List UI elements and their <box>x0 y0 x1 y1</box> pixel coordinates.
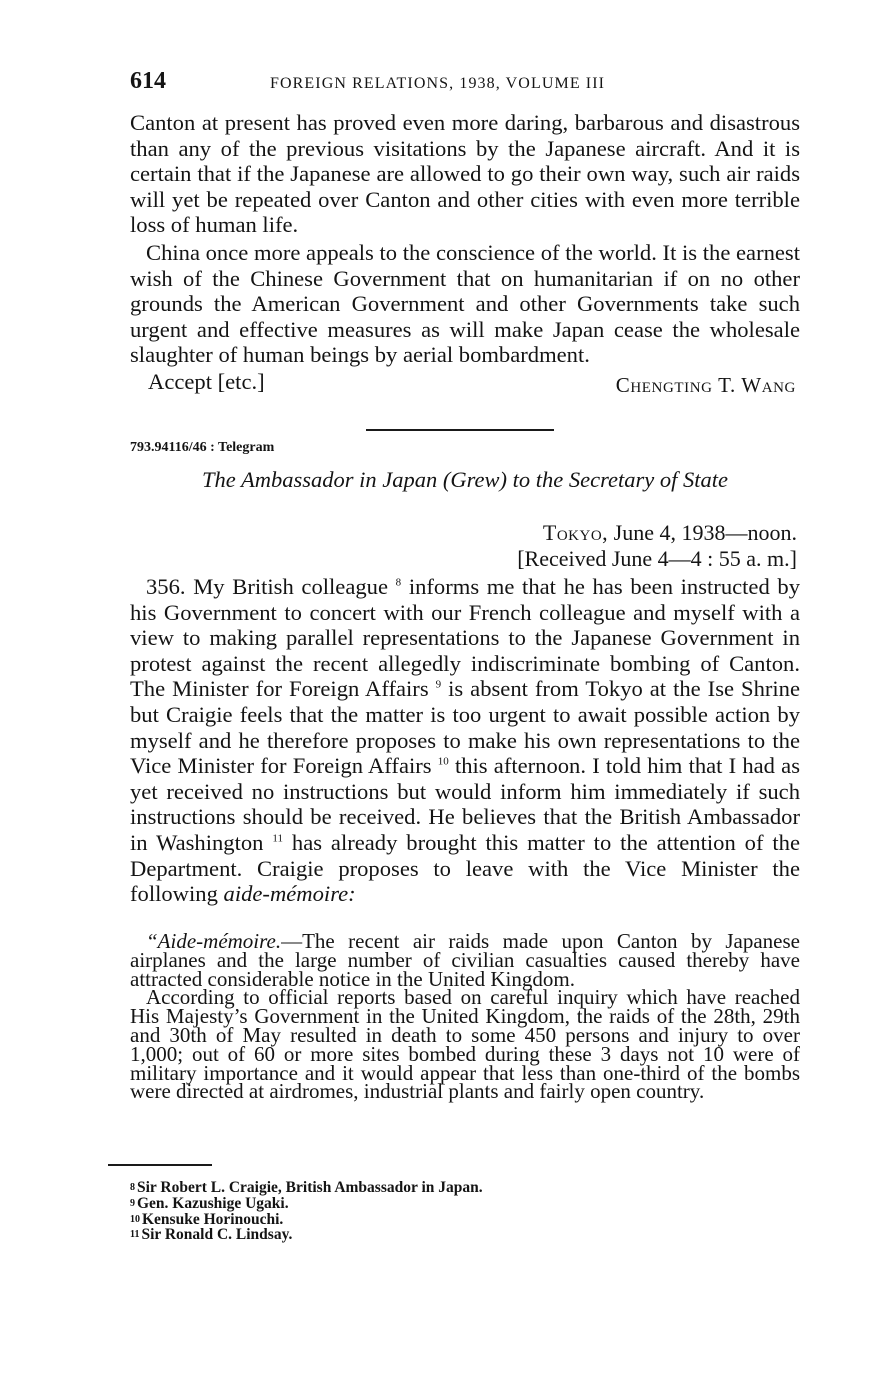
letter-closing: Accept [etc.] <box>148 369 265 394</box>
footnote-ref-10: 10 <box>437 755 449 768</box>
footnote-11 <box>130 1227 483 1243</box>
letter-signature: Chengting T. Wang <box>615 373 796 397</box>
footnote-mark: 11 <box>130 1229 140 1241</box>
footnote-divider <box>108 1164 212 1166</box>
letter-closing-row <box>148 369 796 395</box>
footnote-text: Kensuke Horinouchi. <box>142 1210 284 1228</box>
footnote-ref-9: 9 <box>435 678 442 691</box>
document-title: The Ambassador in Japan (Grew) to the Secretary of State <box>202 467 728 492</box>
footnote-text: Sir Ronald C. Lindsay. <box>141 1226 293 1244</box>
aide-memoire-para-1-text: —The recent air raids made upon Canton by Japanese airplanes and the large number of civilian casualties caused thereby have attracted considerable notice in the United Kingdom. <box>130 929 800 991</box>
dateline-received: [Received June 4—4 : 55 a. m.] <box>517 546 797 571</box>
telegram-seg-3: is absent from Tokyo at the Ise Shrine but Craigie feels that the matter is too urgent to await possible action by myself and he therefore proposes to make his own representations to the Vice Minister for Foreign Affairs <box>130 676 800 779</box>
letter-paragraph-1 <box>130 110 800 238</box>
running-title: FOREIGN RELATIONS, 1938, VOLUME III <box>270 75 606 92</box>
aide-memoire-term: aide-mémoire: <box>223 881 356 907</box>
letter-paragraph-2-text: China once more appeals to the conscience of the world. It is the earnest wish of the Chinese Government that on humanitarian if on no other grounds the American Government and other Governments take such urgent and effective measures as will make Japan cease the wholesale slaughter of human beings by aerial bombardment. <box>130 240 800 368</box>
dateline-sent <box>517 520 797 546</box>
footnote-mark: 10 <box>130 1213 140 1225</box>
aide-memoire-paragraph-1 <box>130 929 800 991</box>
footnote-ref-8: 8 <box>395 576 402 589</box>
footnotes <box>130 1180 483 1243</box>
letter-paragraph-2 <box>130 240 800 368</box>
footnote-9 <box>130 1196 483 1212</box>
page-number: 614 <box>130 68 166 94</box>
telegram-paragraph <box>130 574 800 907</box>
footnote-mark: 8 <box>130 1182 135 1193</box>
dateline-date: June 4, 1938—noon. <box>613 520 797 545</box>
footnote-10 <box>130 1212 483 1228</box>
section-divider <box>366 429 554 431</box>
page-header <box>130 66 800 96</box>
telegram-seg-1: 356. My British colleague <box>146 574 388 599</box>
letter-paragraph-1-text: Canton at present has proved even more daring, barbarous and disastrous than any of the previous visitations by the Japanese aircraft. And it is certain that if the Japanese are allowed to go their own way, such air raids will yet be repeated over Canton and other cities with even more terrible loss of human life. <box>130 110 800 238</box>
telegram-seg-5: has already brought this matter to the attention of the Department. Craigie proposes to leave with the Vice Minister the following <box>130 829 800 907</box>
footnote-text: Gen. Kazushige Ugaki. <box>137 1194 289 1212</box>
aide-memoire-paragraph-2: According to official reports based on careful inquiry which have reached His Majesty’s Government in the United Kingdom, the raids of the 28th, 29th and 30th of May resulted in death to some 450 persons and injury to over 1,000; out of 60 or more sites bombed during these 3 days not 10 were of military importance and it would appear that less than one-third of the bombs were directed at airdromes, industrial plants and fairly open country. <box>130 985 800 1104</box>
dateline <box>517 520 797 572</box>
telegram-body <box>130 574 800 907</box>
footnote-mark: 9 <box>130 1197 135 1209</box>
footnote-text: Sir Robert L. Craigie, British Ambassador in Japan. <box>137 1179 483 1196</box>
aide-memoire-block <box>130 929 800 1104</box>
footnote-8 <box>130 1180 483 1196</box>
footnote-ref-11: 11 <box>272 832 283 845</box>
telegram-seg-2: informs me that he has been instructed by his Government to concert with our French colleague and myself with a view to making parallel representations to the Japanese Government in protest against the recent allegedly indiscriminate bombing of Canton. The Minister for Foreign Affairs <box>130 574 800 702</box>
telegram-seg-4: this afternoon. I told him that I had as yet received no instructions but would inform him immediately if such instructions should be received. He believes that the British Ambassador in Washington <box>130 753 800 855</box>
dateline-place: Tokyo, <box>542 520 609 545</box>
file-reference: 793.94116/46 : Telegram <box>130 440 275 455</box>
aide-memoire-label: “Aide-mémoire. <box>146 929 282 953</box>
